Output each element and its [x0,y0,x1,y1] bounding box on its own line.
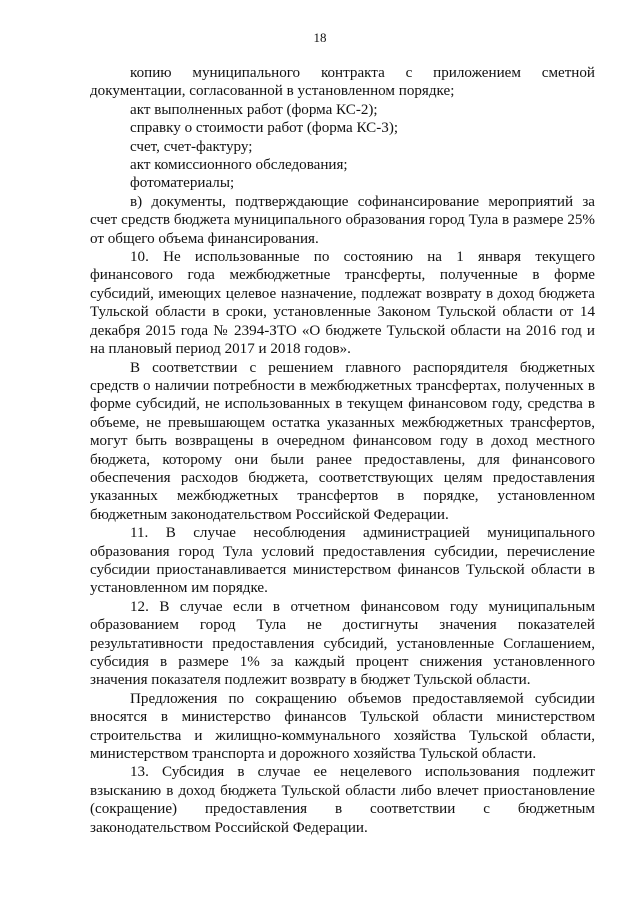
paragraph-cofinancing: в) документы, подтверждающие софинансирование мероприятий за счет средств бюджета муниципального образования город Тула в размере 25% от общего объема финансирования. [90,193,595,247]
paragraph-10: 10. Не использованные по состоянию на 1 января текущего финансового года межбюджетные трансферты, полученные в форме субсидий, имеющих целевое назначение, подлежат возврату в доход бюджета Тульской области в сроки, установленные Законом Тульской области от 14 декабря 2015 года № 2394-ЗТО «О бюджете Тульской области на 2016 год и на плановый период 2017 и 2018 годов». [90,249,595,358]
document-body [90,64,595,837]
paragraph-12: 12. В случае если в отчетном финансовом году муниципальным образованием город Тула не достигнуты значения показателей результативности предоставления субсидий, установленные Соглашением, субсидия в размере 1% за каждый процент снижения установленного значения показателя подлежит возврату в бюджет Тульской области. [90,598,595,689]
list-item-ks3: справку о стоимости работ (форма КС-3); [130,120,399,137]
list-item-inspection-act: акт комиссионного обследования; [130,157,348,174]
page-number: 18 [313,30,327,45]
list-item-invoice: счет, счет-фактуру; [130,138,253,155]
paragraph-13: 13. Субсидия в случае ее нецелевого использования подлежит взысканию в доход бюджета Тульской области либо влечет приостановление (сокращение) предоставления в соответствии с бюджетным законодательством Российской Федерации. [90,764,595,836]
paragraph-contract-copy: копию муниципального контракта с приложением сметной документации, согласованной в установленном порядке; [90,65,595,100]
list-item-photos: фотоматериалы; [130,175,235,192]
paragraph-return-decision: В соответствии с решением главного распорядителя бюджетных средств о наличии потребности в межбюджетных трансфертах, полученных в форме субсидий, не использованных в текущем финансовом году, средства в объеме, не превышающем остатка указанных межбюджетных трансфертов, могут быть возвращены в очередном финансовом году в доход местного бюджета, которому они были ранее предоставлены, для финансового обеспечения расходов бюджета, соответствующих целям предоставления указанных межбюджетных трансфертов в порядке, установленном бюджетным законодательством Российской Федерации. [90,359,595,523]
list-item-ks2: акт выполненных работ (форма КС-2); [130,101,378,118]
paragraph-reduction-proposals: Предложения по сокращению объемов предоставляемой субсидии вносятся в министерство финансов Тульской области министерством строительства и жилищно-коммунального хозяйства Тульской области, министерством транспорта и дорожного хозяйства Тульской области. [90,690,595,763]
paragraph-11: 11. В случае несоблюдения администрацией муниципального образования город Тула условий предоставления субсидии, перечисление субсидии приостанавливается министерством финансов Тульской области в установленном им порядке. [90,525,595,597]
